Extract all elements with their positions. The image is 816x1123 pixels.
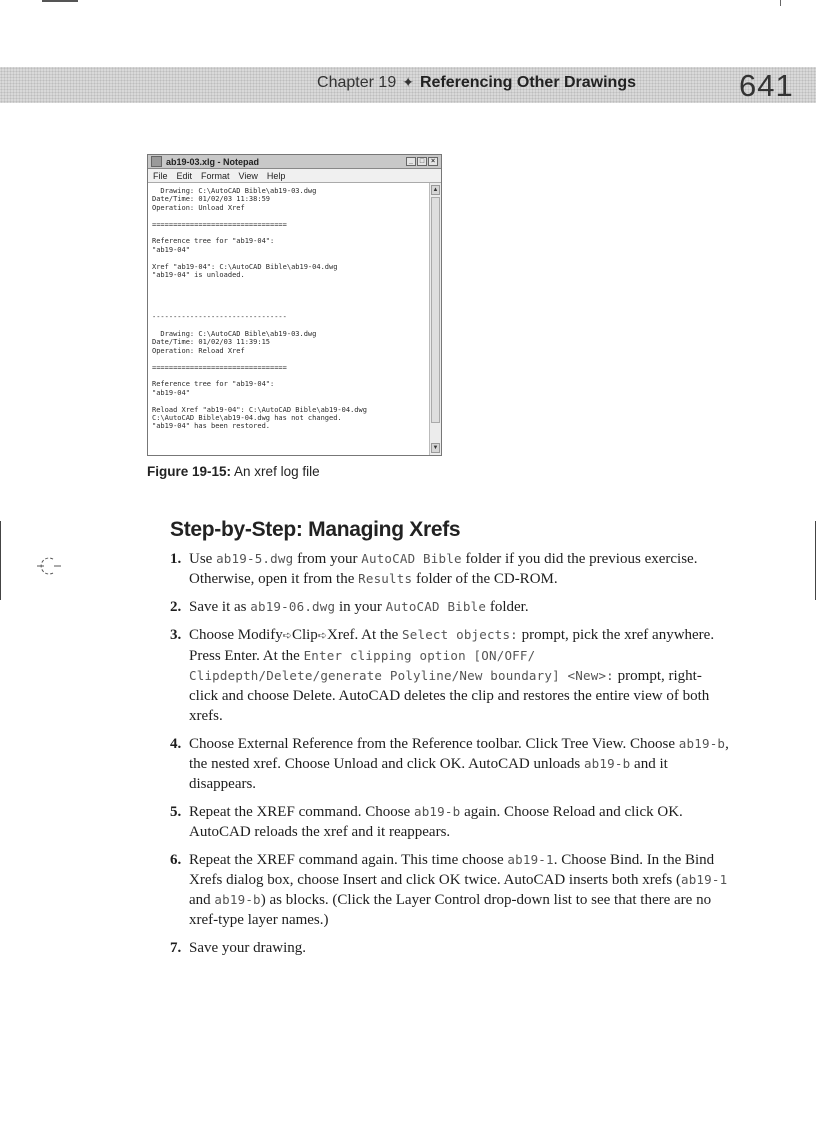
figure-caption xyxy=(147,464,320,479)
step-number: 7. xyxy=(170,940,182,956)
step-text: folder. xyxy=(486,599,529,615)
step-text: ) as blocks. (Click the Layer Control drop-down list to see that there are no xref-type layer names.) xyxy=(189,892,712,928)
step-list xyxy=(170,549,730,966)
chapter-label xyxy=(317,74,636,92)
code-text: Results xyxy=(358,571,413,586)
step-6 xyxy=(170,850,730,930)
step-text: prompt, right-click and choose Delete. AutoCAD deletes the clip and restores the entire view of both xrefs. xyxy=(189,668,710,724)
cd-rom-margin-icon xyxy=(36,553,62,579)
diamond-separator-icon: ✦ xyxy=(402,74,414,90)
notepad-app-icon xyxy=(151,156,162,167)
step-5 xyxy=(170,802,730,842)
page-number: 641 xyxy=(739,68,794,103)
scroll-down-icon[interactable]: ▼ xyxy=(432,445,439,451)
step-2 xyxy=(170,597,730,617)
step-text: folder of the CD-ROM. xyxy=(412,571,558,587)
minimize-button[interactable]: _ xyxy=(406,157,416,166)
code-text: ab19-b xyxy=(583,756,631,771)
menu-arrow-icon: ➪ xyxy=(282,629,292,642)
step-text: and it disappears. xyxy=(189,756,668,792)
code-text: ab19-b xyxy=(214,892,261,907)
menu-help[interactable]: Help xyxy=(266,170,286,181)
step-text: Save it as xyxy=(189,599,251,615)
step-number: 2. xyxy=(170,599,182,615)
step-7 xyxy=(170,938,730,958)
step-number: 1. xyxy=(170,551,182,567)
step-text: from your xyxy=(293,551,362,567)
code-text: ab19-b xyxy=(413,804,461,819)
menu-view[interactable]: View xyxy=(238,170,258,181)
step-text: Xref. At the xyxy=(327,627,403,643)
code-text: ab19-b xyxy=(678,736,726,751)
code-text: Enter clipping option [ON/OFF/ Clipdepth/Delete/generate Polyline/New boundary] <New>: xyxy=(189,648,614,683)
step-number: 6. xyxy=(170,852,182,868)
notepad-window xyxy=(147,154,442,456)
step-text: , the nested xref. Choose Unload and click OK. AutoCAD unloads xyxy=(189,736,729,772)
chapter-number: Chapter 19 xyxy=(317,74,397,91)
step-text: Choose External Reference from the Reference toolbar. Click Tree View. Choose xyxy=(189,736,679,752)
step-4 xyxy=(170,734,730,794)
step-text: folder if you did the previous exercise. Otherwise, open it from the xyxy=(189,551,698,587)
code-text: ab19-1 xyxy=(507,852,554,867)
margin-bar-left xyxy=(0,521,1,600)
chapter-title: Referencing Other Drawings xyxy=(419,74,636,91)
step-text: again. Choose Reload and click OK. AutoCAD reloads the xref and it reappears. xyxy=(189,804,683,840)
step-number: 3. xyxy=(170,627,182,643)
step-text: in your xyxy=(335,599,386,615)
section-heading: Step-by-Step: Managing Xrefs xyxy=(170,518,461,541)
xref-log-text: Drawing: C:\AutoCAD Bible\ab19-03.dwg Date/Time: 01/02/03 11:38:59 Operation: Unload Xref ================================ Reference tree for "ab19-04": "ab19-04" Xref "ab19-04": C:\AutoCAD Bible\ab19-04.dwg "ab19-04" is unloaded. -------------------------------- Drawing: C:\AutoCAD Bible\ab19-03.dwg Date/Time: 01/02/03 11:39:15 Operation: Reload Xref ================================ Reference tree for "ab19-04": "ab19-04" Reload Xref "ab19-04": C:\AutoCAD Bible\ab19-04.dwg C:\AutoCAD Bible\ab19-04.dwg has not changed. "ab19-04" has been restored. xyxy=(152,187,367,431)
step-text: Save your drawing. xyxy=(189,940,307,956)
step-number: 5. xyxy=(170,804,182,820)
scrollbar-thumb[interactable] xyxy=(431,197,440,423)
step-text: prompt, pick the xref anywhere. Press Enter. At the xyxy=(189,627,715,664)
figure-label: Figure 19-15: xyxy=(147,464,232,479)
step-text: Use xyxy=(189,551,217,567)
notepad-menubar xyxy=(148,169,441,183)
code-text: AutoCAD Bible xyxy=(361,551,462,566)
menu-file[interactable]: File xyxy=(153,170,168,181)
notepad-title: ab19-03.xlg - Notepad xyxy=(166,156,260,167)
menu-arrow-icon: ➪ xyxy=(317,629,328,642)
menu-edit[interactable]: Edit xyxy=(176,170,193,181)
code-text: ab19-06.dwg xyxy=(250,599,336,614)
code-text: Select objects: xyxy=(402,627,518,642)
vertical-scrollbar[interactable] xyxy=(429,183,441,455)
step-text: Repeat the XREF command. Choose xyxy=(189,804,414,820)
code-text: ab19-1 xyxy=(680,872,728,887)
step-text: Clip xyxy=(291,627,318,643)
step-text: Choose Modify xyxy=(189,627,283,643)
code-text: AutoCAD Bible xyxy=(385,599,487,614)
step-number: 4. xyxy=(170,736,182,752)
notepad-titlebar[interactable] xyxy=(148,155,441,169)
maximize-button[interactable]: □ xyxy=(417,157,427,166)
notepad-text-area[interactable] xyxy=(148,183,429,455)
step-text: . Choose Bind. In the Bind Xrefs dialog box, choose Insert and click OK twice. AutoCAD inserts both xrefs ( xyxy=(189,852,715,888)
step-text: and xyxy=(189,892,215,908)
top-rule xyxy=(42,0,78,2)
crop-mark xyxy=(780,0,781,6)
figure-caption-text: An xref log file xyxy=(234,464,320,479)
step-1 xyxy=(170,549,730,589)
code-text: ab19-5.dwg xyxy=(216,551,294,566)
step-text: Repeat the XREF command again. This time choose xyxy=(189,852,508,868)
step-3 xyxy=(170,625,730,726)
scroll-up-icon[interactable]: ▲ xyxy=(432,187,439,193)
menu-format[interactable]: Format xyxy=(201,170,230,181)
close-button[interactable]: × xyxy=(428,157,438,166)
